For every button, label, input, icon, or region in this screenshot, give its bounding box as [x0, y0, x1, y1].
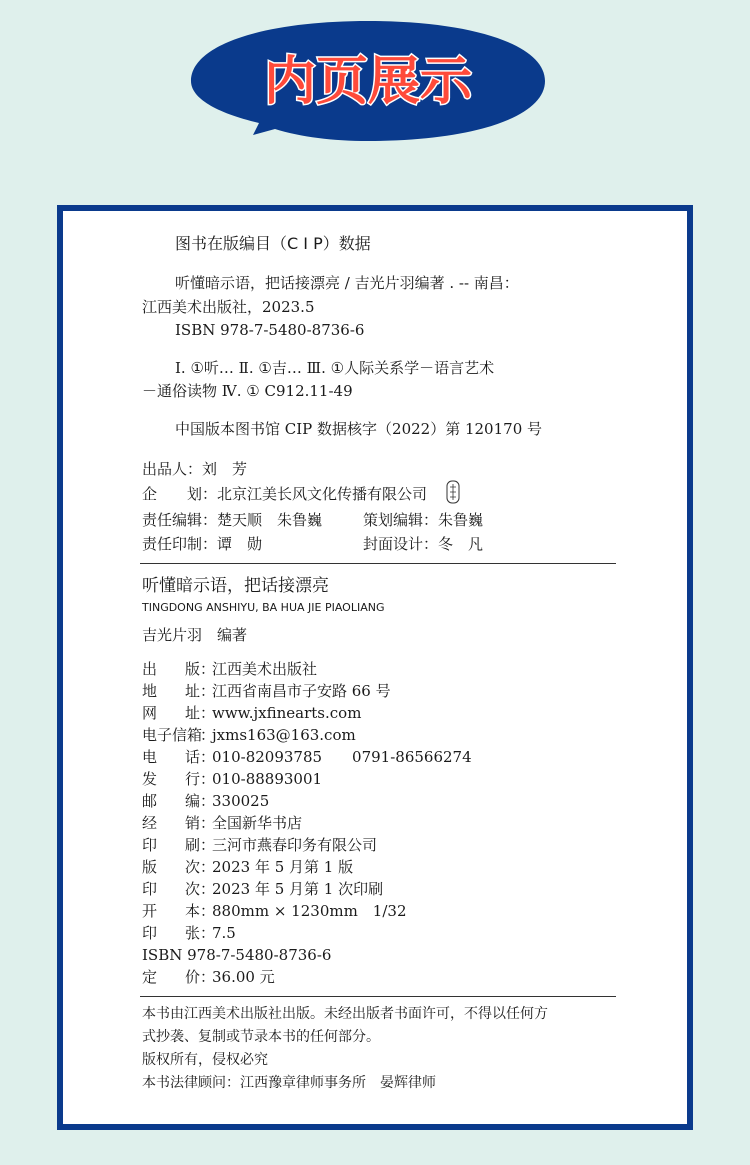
plan-editor-label: 策划编辑： — [363, 511, 439, 529]
info-row-format: 开本：880mm × 1230mm 1/32 — [142, 902, 407, 920]
book-author: 吉光片羽 编著 — [142, 626, 248, 644]
info-value: 江西省南昌市子安路 66 号 — [212, 682, 391, 700]
info-label: 版次 — [142, 858, 200, 876]
info-value: 010-82093785 0791-86566274 — [212, 748, 472, 766]
cip-heading: 图书在版编目（C I P）数据 — [175, 234, 371, 253]
info-value: 880mm × 1230mm 1/32 — [212, 902, 407, 920]
info-label: 印次 — [142, 880, 200, 898]
info-label: 电子信箱 — [142, 726, 203, 744]
editor-value: 楚天顺 朱鲁巍 — [217, 511, 323, 529]
info-label: 开本 — [142, 902, 200, 920]
info-value: 江西美术出版社 — [212, 660, 318, 678]
info-label: 定价 — [142, 968, 200, 986]
info-row-address: 地址：江西省南昌市子安路 66 号 — [142, 682, 391, 700]
info-row-publisher: 出版：江西美术出版社 — [142, 660, 318, 678]
info-label: 印张 — [142, 924, 200, 942]
planner-row — [142, 487, 427, 502]
cip-isbn: ISBN 978-7-5480-8736-6 — [175, 321, 365, 339]
info-row-distribution: 发行：010-88893001 — [142, 770, 323, 788]
info-value: 36.00 元 — [212, 968, 275, 986]
book-title: 听懂暗示语，把话接漂亮 — [142, 576, 329, 596]
cover-label: 封面设计： — [363, 535, 439, 553]
info-value: 三河市燕春印务有限公司 — [212, 836, 378, 854]
cover-row — [363, 537, 483, 552]
planner-label: 企 划： — [142, 485, 218, 503]
info-row-printer: 印刷：三河市燕春印务有限公司 — [142, 836, 378, 854]
divider — [140, 563, 616, 564]
cip-line: 江西美术出版社，2023.5 — [142, 298, 315, 316]
info-value: 2023 年 5 月第 1 版 — [212, 858, 354, 876]
info-label: 邮编 — [142, 792, 200, 810]
cover-value: 冬 凡 — [438, 535, 484, 553]
cip-line: －通俗读物 Ⅳ. ① C912.11-49 — [142, 382, 353, 400]
info-value: 010-88893001 — [212, 770, 323, 788]
banner-title: 内页展示 — [263, 52, 473, 112]
info-value: 330025 — [212, 792, 270, 810]
notice-rights: 版权所有，侵权必究 — [142, 1052, 268, 1068]
info-label: 地址 — [142, 682, 200, 700]
plan-editor-row — [363, 513, 483, 528]
info-label: 网址 — [142, 704, 200, 722]
info-row-price: 定价：36.00 元 — [142, 968, 275, 986]
plan-editor-value: 朱鲁巍 — [438, 511, 484, 529]
info-row-website: 网址：www.jxfinearts.com — [142, 704, 362, 722]
print-row — [142, 537, 262, 552]
publisher-seal-icon — [446, 480, 460, 504]
info-row-isbn — [142, 948, 331, 963]
info-label: 出版 — [142, 660, 200, 678]
info-value: jxms163@163.com — [212, 726, 356, 744]
info-label: 发行 — [142, 770, 200, 788]
info-row-email: 电子信箱：jxms163@163.com — [142, 726, 356, 744]
producer-row — [142, 462, 247, 477]
info-value: www.jxfinearts.com — [212, 704, 362, 722]
speech-bubble — [183, 17, 553, 141]
cip-line: 听懂暗示语，把话接漂亮 / 吉光片羽编著 . -- 南昌： — [175, 274, 519, 292]
book-pinyin: TINGDONG ANSHIYU, BA HUA JIE PIAOLIANG — [142, 601, 385, 614]
notice-line: 式抄袭、复制或节录本书的任何部分。 — [142, 1029, 380, 1045]
info-row-sheets: 印张：7.5 — [142, 924, 236, 942]
info-row-seller: 经销：全国新华书店 — [142, 814, 303, 832]
info-label: 电话 — [142, 748, 200, 766]
info-value: ISBN 978-7-5480-8736-6 — [142, 946, 332, 964]
planner-value: 北京江美长风文化传播有限公司 — [217, 485, 428, 503]
producer-value: 刘 芳 — [202, 460, 248, 478]
info-label: 印刷 — [142, 836, 200, 854]
info-value: 2023 年 5 月第 1 次印刷 — [212, 880, 384, 898]
info-row-edition: 版次：2023 年 5 月第 1 版 — [142, 858, 354, 876]
producer-label: 出品人： — [142, 460, 203, 478]
print-label: 责任印制： — [142, 535, 218, 553]
banner — [183, 17, 553, 141]
info-row-impression: 印次：2023 年 5 月第 1 次印刷 — [142, 880, 384, 898]
info-row-postcode: 邮编：330025 — [142, 792, 270, 810]
info-value: 全国新华书店 — [212, 814, 303, 832]
divider — [140, 996, 616, 997]
notice-line: 本书由江西美术出版社出版。未经出版者书面许可，不得以任何方 — [142, 1006, 548, 1022]
cip-line: Ⅰ. ①听… Ⅱ. ①吉… Ⅲ. ①人际关系学－语言艺术 — [175, 359, 495, 377]
notice-legal: 本书法律顾问：江西豫章律师事务所 晏辉律师 — [142, 1075, 436, 1091]
info-value: 7.5 — [212, 924, 236, 942]
print-value: 谭 勋 — [217, 535, 263, 553]
info-row-phone: 电话：010-82093785 0791-86566274 — [142, 748, 472, 766]
editor-label: 责任编辑： — [142, 511, 218, 529]
editor-row — [142, 513, 322, 528]
info-label: 经销 — [142, 814, 200, 832]
cip-number: 中国版本图书馆 CIP 数据核字（2022）第 120170 号 — [175, 420, 543, 438]
